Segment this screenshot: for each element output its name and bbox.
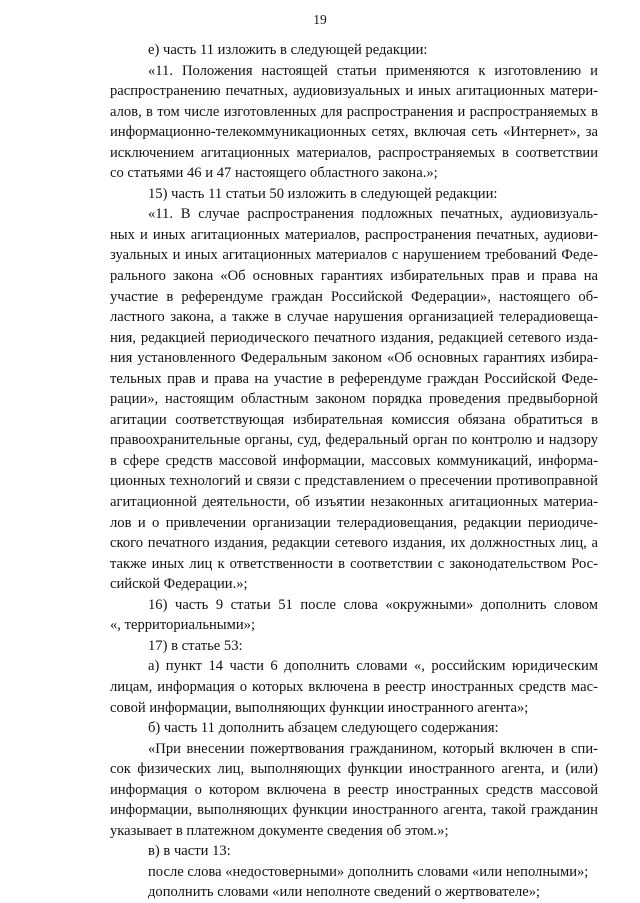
text-line: рального закона «Об основных гарантиях избирательных прав и права на	[110, 268, 598, 285]
text-line: зуальных и иных агитационных материалов с нарушением требований Феде-	[110, 247, 598, 264]
text-line: указывает в платежном документе сведения об этом.»;	[110, 822, 449, 839]
text-line: информационно-телекоммуникационных сетях, включая сеть «Интернет», за	[110, 124, 598, 141]
text-line: совой информации, выполняющих функции иностранного агента»;	[110, 699, 529, 716]
text-line: 15) часть 11 статьи 50 изложить в следующей редакции:	[148, 185, 498, 202]
text-line: со статьями 46 и 47 настоящего областного закона.»;	[110, 165, 438, 182]
text-line: тельных прав и права на участие в референдуме граждан Российской Феде-	[110, 370, 598, 387]
text-line: «11. Положения настоящей статьи применяются к изготовлению и	[148, 62, 598, 79]
text-line: ционных технологий и связи с представлением о пресечении противоправной	[110, 473, 598, 490]
text-line: а) пункт 14 части 6 дополнить словами «, российским юридическим	[148, 658, 598, 675]
text-line: агитационной деятельности, об изъятии незаконных агитационных материа-	[110, 494, 598, 511]
text-line: информация о котором включена в реестр иностранных средств массовой	[110, 781, 598, 798]
text-line: сок физических лиц, выполняющих функции иностранного агента, и (или)	[110, 761, 598, 778]
text-line: участие в референдуме граждан Российской Федерации», настоящего об-	[110, 288, 598, 305]
text-line: б) часть 11 дополнить абзацем следующего содержания:	[148, 720, 499, 737]
text-line: также иных лиц к ответственности в соответствии с законодательством Рос-	[110, 555, 598, 572]
text-line: исключением агитационных материалов, распространяемых в соответствии	[110, 144, 598, 161]
text-line: ных и иных агитационных материалов, распространения печатных, аудиови-	[110, 226, 598, 243]
page-number: 19	[313, 12, 327, 27]
text-line: правоохранительные органы, суд, федеральный орган по контролю и надзору	[110, 432, 598, 449]
document-body	[110, 40, 598, 903]
text-line: 17) в статье 53:	[148, 637, 243, 654]
text-line: лов и о привлечении организации телерадиовещания, редакции периодиче-	[110, 514, 598, 531]
text-line: е) часть 11 изложить в следующей редакции:	[148, 42, 428, 58]
text-line: 16) часть 9 статьи 51 после слова «окружными» дополнить словом	[148, 596, 598, 613]
text-line: информации, выполняющих функции иностранного агента, такой гражданин	[110, 802, 598, 819]
text-line: ния, редакцией периодического печатного издания, редакцией сетевого изда-	[110, 329, 598, 346]
text-line: в сфере средств массовой информации, массовых коммуникаций, информа-	[110, 452, 598, 469]
text-line: агитации соответствующая избирательная комиссия обязана обратиться в	[110, 411, 598, 428]
text-line: дополнить словами «или неполноте сведений о жертвователе»;	[148, 884, 541, 901]
text-line: «, территориальными»;	[110, 617, 255, 634]
text-line: рации», настоящим областным законом порядка проведения предвыборной	[110, 391, 598, 408]
text-line: ния установленного Федеральным законом «Об основных гарантиях избира-	[110, 350, 598, 367]
text-line: после слова «недостоверными» дополнить словами «или неполными»;	[148, 863, 589, 880]
text-line: ластного закона, а также в случае нарушения организацией телерадиовеща-	[110, 309, 598, 326]
text-line: в) в части 13:	[148, 843, 231, 860]
text-line: алов, в том числе изготовленных для распространения и распространяемых в	[110, 103, 598, 120]
text-line: распространению печатных, аудиовизуальных и иных агитационных матери-	[110, 83, 598, 100]
text-line: ского печатного издания, редакции сетевого издания, их должностных лиц, а	[110, 535, 598, 552]
text-line: лицам, информация о которых включена в реестр иностранных средств мас-	[110, 678, 598, 695]
text-line: «При внесении пожертвования гражданином, который включен в спи-	[148, 740, 598, 757]
text-line: «11. В случае распространения подложных печатных, аудиовизуаль-	[148, 206, 598, 223]
text-line: сийской Федерации.»;	[110, 576, 248, 593]
